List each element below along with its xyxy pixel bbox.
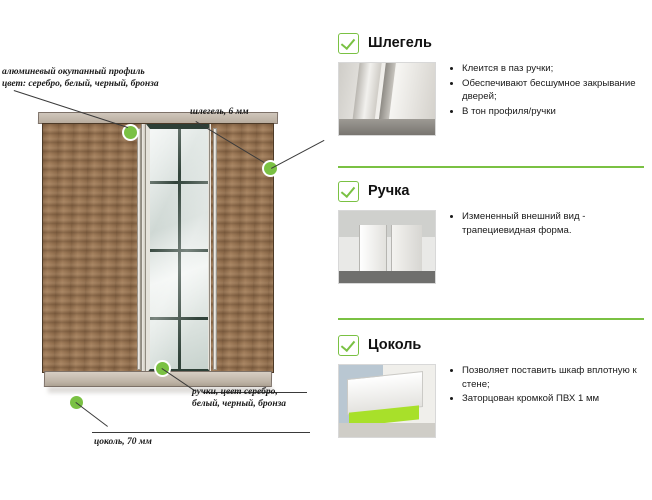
feature-bullets-plinth [448,364,644,407]
wardrobe-door-left [43,124,141,373]
feature-title-handle: Ручка [368,183,410,199]
divider-2 [338,318,644,320]
annotation-profile [2,66,172,90]
mirror-mullion-horizontal-1 [150,181,208,184]
annotation-profile-line2: цвет: серебро, белый, черный, бронза [2,79,159,89]
check-icon [338,335,359,356]
annotation-plinth [94,436,244,448]
check-icon [338,33,359,54]
feature-title-shlegel: Шлегель [368,35,432,51]
callout-dot-profile [124,126,137,139]
feature-bullets-handle [448,210,644,238]
list-item: • В тон профиля/ручки [462,105,644,119]
wardrobe-mirror-door [146,124,212,373]
feature-body-handle [338,210,644,284]
annotation-plinth-line1: цоколь, 70 мм [94,437,152,447]
plinth-photo [338,364,436,438]
feature-card-shlegel [338,28,644,136]
wardrobe-body [42,123,274,373]
feature-bullets-shlegel [448,62,644,119]
feature-card-plinth [338,330,644,438]
annotation-profile-line1: алюминевый окутанный профиль [2,67,145,77]
feature-header-plinth [338,330,644,360]
annotation-handles-line1: ручки, цвет серебро, [192,387,278,397]
list-item: • Клеится в паз ручки; [462,62,644,76]
feature-body-shlegel [338,62,644,136]
annotation-shlegel [190,106,300,118]
list-item: • Заторцован кромкой ПВХ 1 мм [462,392,644,406]
mirror-mullion-horizontal-3 [150,317,208,320]
divider-1 [338,166,644,168]
feature-body-plinth [338,364,644,438]
features-panel [330,0,652,500]
feature-header-handle [338,176,644,206]
list-item: • Позволяет поставить шкаф вплотную к стене; [462,364,644,391]
annotation-handles-line2b: белый, черный, бронза [192,399,287,409]
leader-line-shlegel [271,140,324,169]
handle-right [213,128,217,370]
wardrobe-graphic [38,112,278,397]
handle-left [137,128,141,370]
feature-header-shlegel [338,28,644,58]
annotation-handles [192,386,322,410]
list-item: • Измененный внешний вид - трапециевидная форма. [462,210,644,237]
leader-line-plinth [75,402,108,427]
feature-card-handle [338,176,644,284]
list-item: • Обеспечивают бесшумное закрывание дверей; [462,77,644,104]
leader-line-plinth-2 [92,432,310,433]
annotation-shlegel-line1: шлегель, 6 мм [190,107,249,117]
feature-title-plinth: Цоколь [368,337,422,353]
check-icon [338,181,359,202]
handle-photo [338,210,436,284]
shlegel-photo [338,62,436,136]
mirror-mullion-horizontal-2 [150,249,208,252]
